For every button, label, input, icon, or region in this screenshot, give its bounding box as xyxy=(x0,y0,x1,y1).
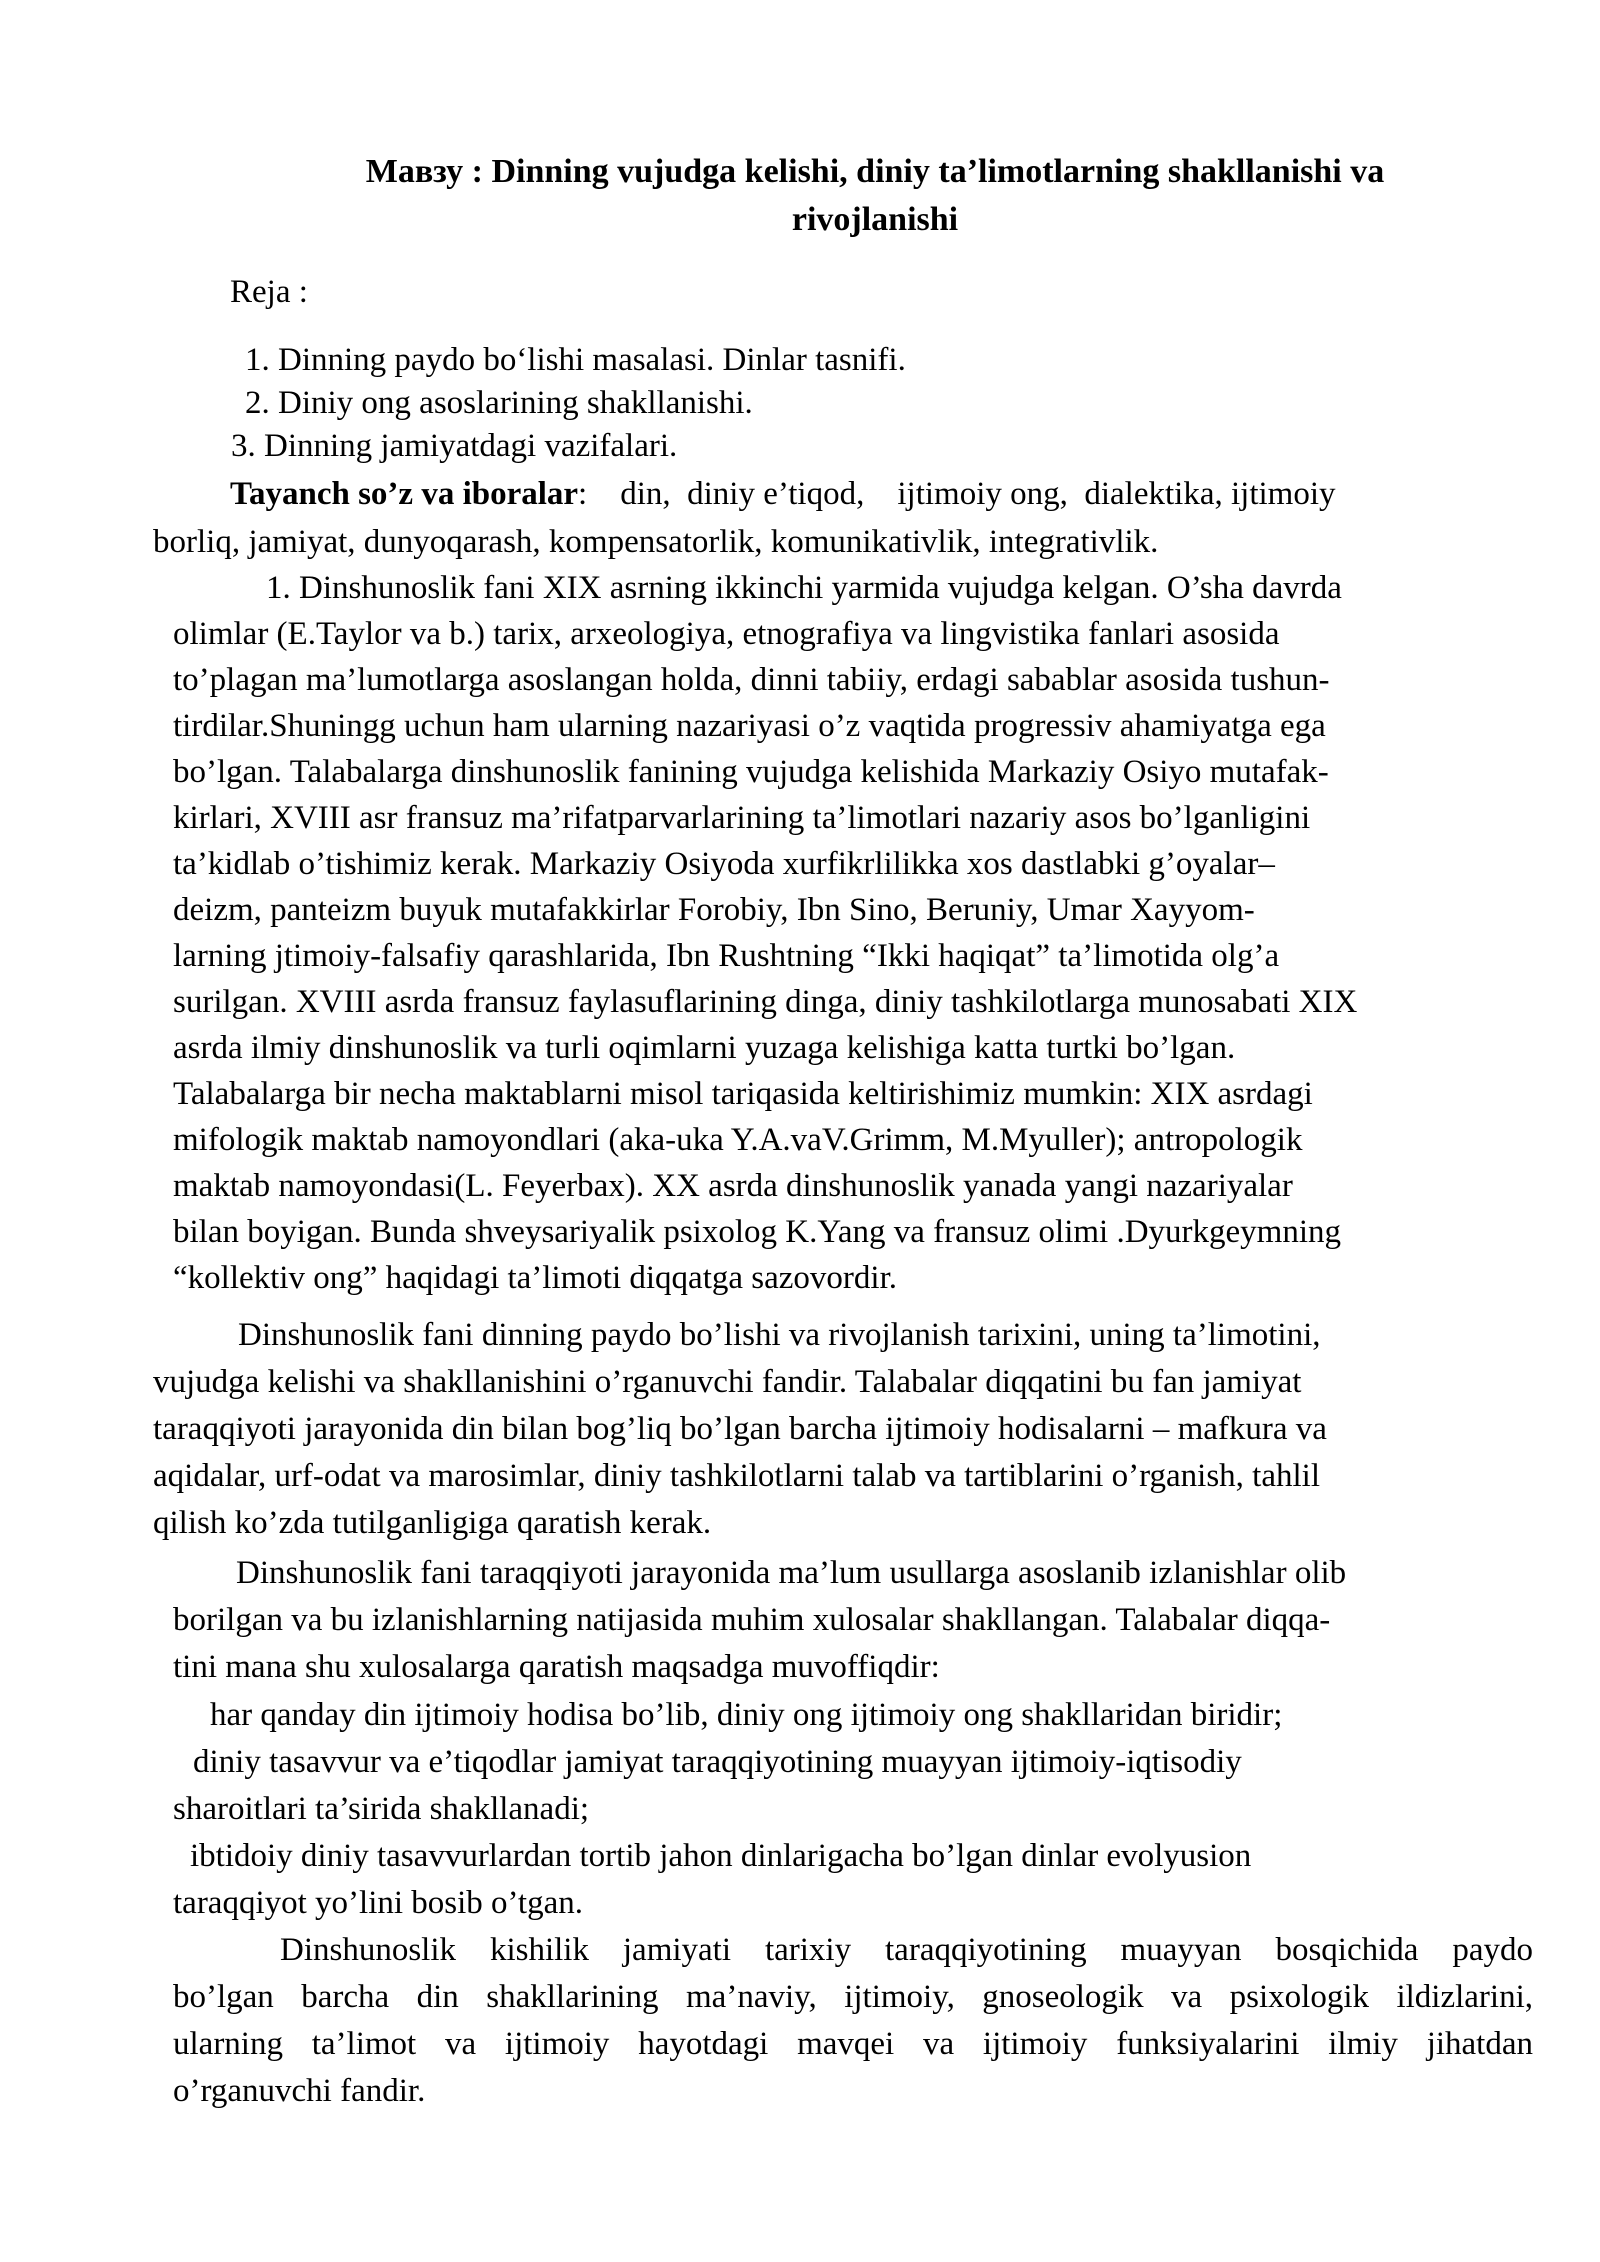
paragraph2-line-3: taraqqiyoti jarayonida din bilan bog’liq bo’lgan barcha ijtimoiy hodisalarni – mafkura va xyxy=(153,1411,1327,1447)
paragraph2-line-4: aqidalar, urf-odat va marosimlar, diniy tashkilotlarni talab va tartiblarini o’rganish, tahlil xyxy=(153,1458,1320,1494)
keywords-line-2: borliq, jamiyat, dunyoqarash, kompensatorlik, komunikativlik, integrativlik. xyxy=(153,524,1159,560)
section1-line-13: mifologik maktab namoyondlari (aka-uka Y.A.vaV.Grimm, M.Myuller); antropologik xyxy=(173,1122,1303,1158)
keywords-line-1 xyxy=(230,474,1512,514)
conclusion-line-3: sharoitlari ta’sirida shakllanadi; xyxy=(173,1791,590,1827)
paragraph3-line-3: tini mana shu xulosalarga qaratish maqsadga muvoffiqdir: xyxy=(173,1649,940,1685)
conclusion-line-5: taraqqiyot yo’lini bosib o’tgan. xyxy=(173,1885,584,1921)
paragraph4-line-4: o’rganuvchi fandir. xyxy=(173,2073,426,2109)
plan-item-3: 3. Dinning jamiyatdagi vazifalari. xyxy=(231,428,678,464)
conclusion-line-2: diniy tasavvur va e’tiqodlar jamiyat taraqqiyotining muayyan ijtimoiy-iqtisodiy xyxy=(193,1744,1242,1780)
plan-item-1: 1. Dinning paydo bo‘lishi masalasi. Dinlar tasnifi. xyxy=(245,342,906,378)
section1-line-4: tirdilar.Shuningg uchun ham ularning nazariyasi o’z vaqtida progressiv ahamiyatga ega xyxy=(173,708,1326,744)
section1-line-2: olimlar (E.Taylor va b.) tarix, arxeologiya, etnografiya va lingvistika fanlari asosida xyxy=(173,616,1280,652)
keywords-label: Tayanch so’z va iboralar xyxy=(230,476,579,512)
section1-line-1: 1. Dinshunoslik fani XIX asrning ikkinchi yarmida vujudga kelgan. O’sha davrda xyxy=(266,570,1342,606)
section1-line-15: bilan boyigan. Bunda shveysariyalik psixolog K.Yang va fransuz olimi .Dyurkgeymning xyxy=(173,1214,1342,1250)
section1-line-9: larning jtimoiy-falsafiy qarashlarida, Ibn Rushtning “Ikki haqiqat” ta’limotida olg’a xyxy=(173,938,1280,974)
section1-line-10: surilgan. XVIII asrda fransuz faylasuflarining dinga, diniy tashkilotlarga munosabati XIX xyxy=(173,984,1358,1020)
section1-line-7: ta’kidlab o’tishimiz kerak. Markaziy Osiyoda xurfikrlilikka xos dastlabki g’oyalar– xyxy=(173,846,1275,882)
plan-item-2: 2. Diniy ong asoslarining shakllanishi. xyxy=(245,385,753,421)
paragraph2-line-2: vujudga kelishi va shakllanishini o’rganuvchi fandir. Talabalar diqqatini bu fan jamiyat xyxy=(153,1364,1302,1400)
keywords-colon: : xyxy=(578,476,588,512)
section1-line-16: “kollektiv ong” haqidagi ta’limoti diqqatga sazovordir. xyxy=(173,1260,897,1296)
document-title-line-1: Мавзу : Dinning vujudga kelishi, diniy ta’limotlarning shakllanishi va xyxy=(365,153,1385,190)
paragraph3-line-1: Dinshunoslik fani taraqqiyoti jarayonida ma’lum usullarga asoslanib izlanishlar olib xyxy=(236,1555,1347,1591)
section1-line-3: to’plagan ma’lumotlarga asoslangan holda, dinni tabiiy, erdagi sabablar asosida tushun- xyxy=(173,662,1330,698)
section1-line-6: kirlari, XVIII asr fransuz ma’rifatparvarlarining ta’limotlari nazariy asos bo’lganligini xyxy=(173,800,1311,836)
paragraph4-line-2: bo’lgan barcha din shakllarining ma’naviy, ijtimoiy, gnoseologik va psixologik ildizlarini, xyxy=(173,1979,1533,2015)
plan-label: Reja : xyxy=(230,274,308,310)
paragraph4-line-3: ularning ta’limot va ijtimoiy hayotdagi mavqei va ijtimoiy funksiyalarini ilmiy jihatdan xyxy=(173,2026,1533,2062)
section1-line-14: maktab namoyondasi(L. Feyerbax). XX asrda dinshunoslik yanada yangi nazariyalar xyxy=(173,1168,1293,1204)
section1-line-5: bo’lgan. Talabalarga dinshunoslik fanining vujudga kelishida Markaziy Osiyo mutafak- xyxy=(173,754,1329,790)
section1-line-12: Talabalarga bir necha maktablarni misol tariqasida keltirishimiz mumkin: XIX asrdagi xyxy=(173,1076,1313,1112)
paragraph2-line-1: Dinshunoslik fani dinning paydo bo’lishi va rivojlanish tarixini, uning ta’limotini, xyxy=(238,1317,1321,1353)
paragraph3-line-2: borilgan va bu izlanishlarning natijasida muhim xulosalar shakllangan. Talabalar diqqa- xyxy=(173,1602,1331,1638)
document-title-line-2: rivojlanishi xyxy=(791,201,959,238)
section1-line-11: asrda ilmiy dinshunoslik va turli oqimlarni yuzaga kelishiga katta turtki bo’lgan. xyxy=(173,1030,1236,1066)
paragraph2-line-5: qilish ko’zda tutilganligiga qaratish kerak. xyxy=(153,1505,712,1541)
conclusion-line-1: har qanday din ijtimoiy hodisa bo’lib, diniy ong ijtimoiy ong shakllaridan biridir; xyxy=(210,1697,1283,1733)
paragraph4-line-1: Dinshunoslik kishilik jamiyati tarixiy taraqqiyotining muayyan bosqichida paydo xyxy=(280,1932,1533,1968)
section1-line-8: deizm, panteizm buyuk mutafakkirlar Forobiy, Ibn Sino, Beruniy, Umar Xayyom- xyxy=(173,892,1255,928)
keywords-text-1: din, diniy e’tiqod, ijtimoiy ong, dialektika, ijtimoiy xyxy=(587,476,1336,512)
conclusion-line-4: ibtidoiy diniy tasavvurlardan tortib jahon dinlarigacha bo’lgan dinlar evolyusion xyxy=(190,1838,1252,1874)
